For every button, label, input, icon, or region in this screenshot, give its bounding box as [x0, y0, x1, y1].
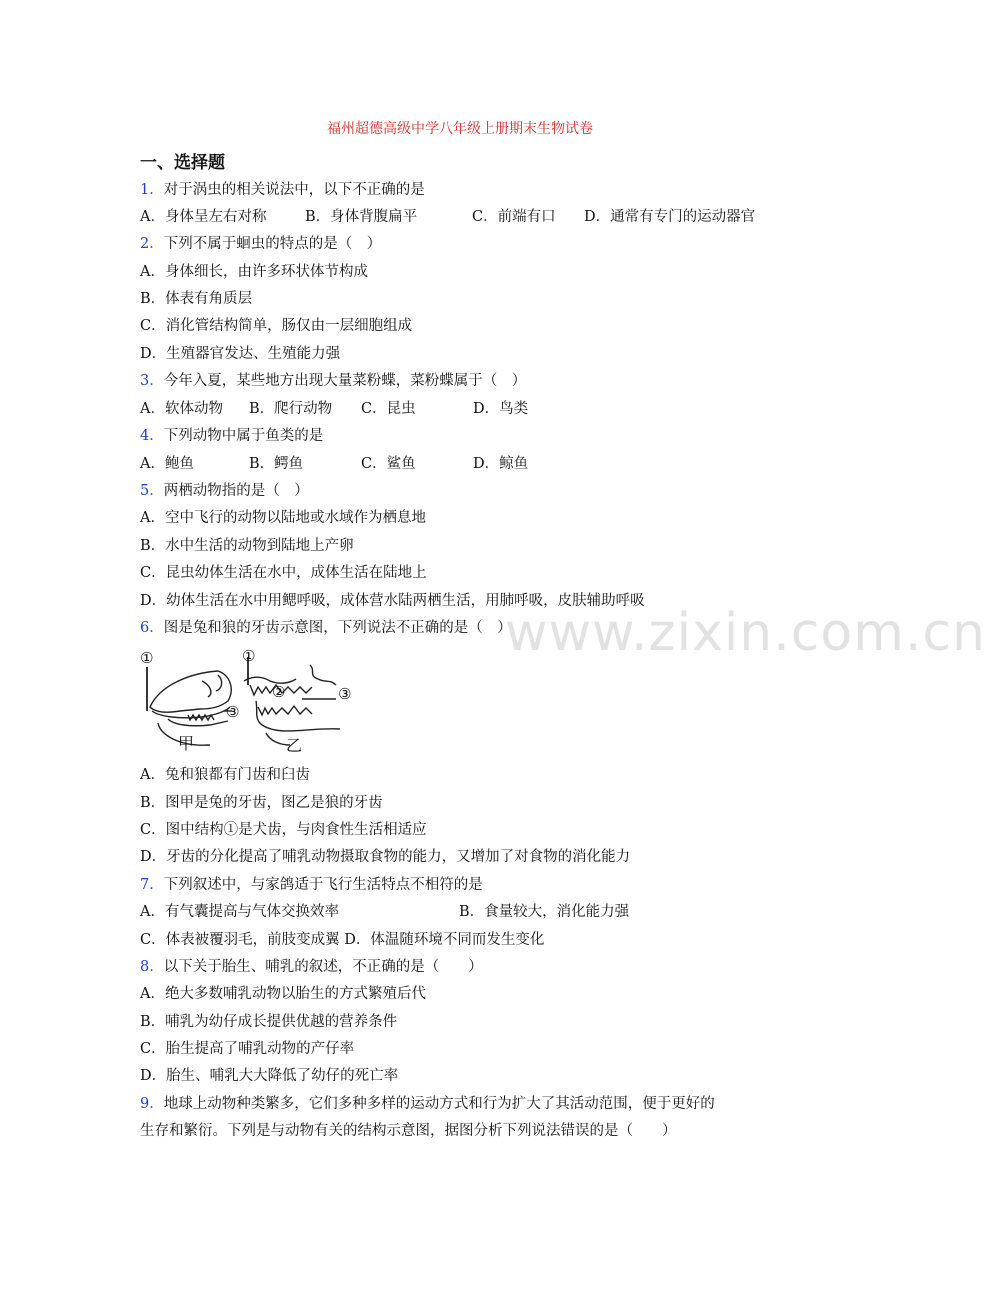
label-yi: 乙	[286, 736, 303, 755]
option-d: D．牙齿的分化提高了哺乳动物摄取食物的能力，又增加了对食物的消化能力	[140, 849, 631, 865]
option-a: A．空中飞行的动物以陆地或水域作为栖息地	[140, 510, 426, 526]
option-b: B．爬行动物	[249, 401, 333, 417]
option-a: A．兔和狼都有门齿和臼齿	[140, 767, 310, 783]
option-a: A．软体动物	[140, 401, 223, 417]
marker-3-yi: ③	[338, 685, 352, 703]
question-7	[140, 875, 483, 895]
teeth-diagram	[140, 645, 360, 755]
question-text: 下列不属于蛔虫的特点的是（ ）	[163, 236, 382, 252]
option-a: A．有气囊提高与气体交换效率	[140, 904, 339, 920]
question-text: 地球上动物种类繁多，它们多种多样的运动方式和行为扩大了其活动范围，便于更好的	[163, 1096, 715, 1112]
option-c: C．昆虫幼体生活在水中，成体生活在陆地上	[140, 565, 427, 581]
question-number: 6．	[140, 620, 164, 636]
option-a: A．绝大多数哺乳动物以胎生的方式繁殖后代	[140, 986, 426, 1002]
question-9-continued: 生存和繁衍。下列是与动物有关的结构示意图，据图分析下列说法错误的是（ ）	[140, 1123, 677, 1139]
watermark: www.zixin.com.cn	[505, 603, 986, 663]
option-c: C．昆虫	[361, 401, 416, 417]
question-9	[140, 1094, 715, 1114]
question-number: 4．	[140, 428, 164, 444]
option-d: D．胎生、哺乳大大降低了幼仔的死亡率	[140, 1068, 399, 1084]
option-b: B．水中生活的动物到陆地上产卵	[140, 538, 354, 554]
question-text: 下列叙述中，与家鸽适于飞行生活特点不相符的是	[163, 877, 483, 893]
marker-2-yi: ②	[272, 683, 286, 701]
question-3	[140, 371, 526, 391]
option-b: B．鳄鱼	[249, 456, 304, 472]
option-b: B．身体背腹扁平	[305, 209, 418, 225]
option-d: D．鲸鱼	[473, 456, 529, 472]
option-b: B．图甲是兔的牙齿，图乙是狼的牙齿	[140, 795, 383, 811]
question-number: 3．	[140, 373, 164, 389]
question-5	[140, 481, 309, 501]
option-c: C．鲨鱼	[361, 456, 416, 472]
question-text: 对于涡虫的相关说法中，以下不正确的是	[163, 182, 425, 198]
question-number: 1．	[140, 182, 164, 198]
option-a: A．身体细长，由许多环状体节构成	[140, 264, 368, 280]
option-c: C．图中结构①是犬齿，与肉食性生活相适应	[140, 822, 427, 838]
option-c-d: C．体表被覆羽毛，前肢变成翼 D．体温随环境不同而发生变化	[140, 932, 545, 948]
option-a: A．鲍鱼	[140, 456, 194, 472]
section-heading: 一、选择题	[140, 153, 225, 173]
option-a: A．身体呈左右对称	[140, 209, 267, 225]
option-c: C．胎生提高了哺乳动物的产仔率	[140, 1041, 355, 1057]
question-number: 5．	[140, 483, 164, 499]
wolf-skull-drawing	[244, 657, 340, 745]
question-text: 以下关于胎生、哺乳的叙述，不正确的是（ ）	[163, 959, 483, 975]
option-c: C．消化管结构简单，肠仅由一层细胞组成	[140, 318, 413, 334]
question-text: 两栖动物指的是（ ）	[163, 483, 309, 499]
option-d: D．幼体生活在水中用鳃呼吸，成体营水陆两栖生活，用肺呼吸，皮肤辅助呼吸	[140, 593, 645, 609]
option-b: B．体表有角质层	[140, 291, 253, 307]
question-number: 9．	[140, 1096, 164, 1112]
question-text: 图是兔和狼的牙齿示意图，下列说法不正确的是（ ）	[163, 620, 512, 636]
question-text: 今年入夏，某些地方出现大量菜粉蝶，菜粉蝶属于（ ）	[163, 373, 527, 389]
question-1	[140, 180, 425, 200]
marker-1-yi: ①	[242, 647, 256, 665]
question-number: 7．	[140, 877, 164, 893]
question-4	[140, 426, 323, 446]
marker-1-jia: ①	[140, 649, 154, 667]
question-text: 下列动物中属于鱼类的是	[163, 428, 324, 444]
question-number: 2．	[140, 236, 164, 252]
marker-3-jia: ③	[226, 703, 240, 721]
label-jia: 甲	[178, 734, 195, 753]
question-6	[140, 618, 512, 638]
option-b: B．哺乳为幼仔成长提供优越的营养条件	[140, 1014, 398, 1030]
option-d: D．鸟类	[473, 401, 529, 417]
question-number: 8．	[140, 959, 164, 975]
question-8	[140, 957, 483, 977]
option-b: B．食量较大，消化能力强	[459, 904, 630, 920]
option-d: D．生殖器官发达、生殖能力强	[140, 346, 341, 362]
option-c: C．前端有口	[472, 209, 556, 225]
option-d: D．通常有专门的运动器官	[584, 209, 756, 225]
question-2	[140, 234, 381, 254]
document-title: 福州超德高级中学八年级上册期末生物试卷	[327, 121, 593, 137]
